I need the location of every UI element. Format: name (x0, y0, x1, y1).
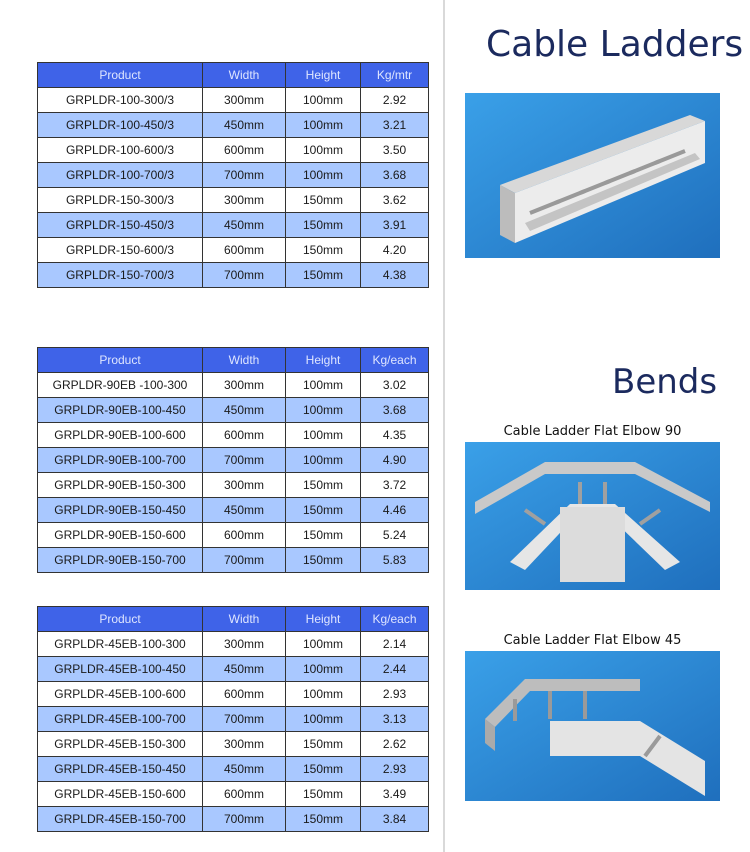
product-cell: GRPLDR-45EB-150-600 (38, 782, 203, 807)
weight-cell: 4.35 (361, 423, 429, 448)
header-weight: Kg/mtr (361, 63, 429, 88)
elbow-90-photo (465, 442, 720, 590)
weight-cell: 2.14 (361, 632, 429, 657)
width-cell: 700mm (203, 448, 286, 473)
table-row (38, 707, 429, 732)
height-cell: 100mm (286, 682, 361, 707)
table-row (38, 732, 429, 757)
product-cell: GRPLDR-90EB-150-700 (38, 548, 203, 573)
height-cell: 150mm (286, 807, 361, 832)
height-cell: 150mm (286, 732, 361, 757)
header-product: Product (38, 607, 203, 632)
table-row (38, 373, 429, 398)
weight-cell: 3.02 (361, 373, 429, 398)
height-cell: 100mm (286, 113, 361, 138)
width-cell: 450mm (203, 398, 286, 423)
table-row (38, 138, 429, 163)
width-cell: 300mm (203, 632, 286, 657)
elbow-45-caption: Cable Ladder Flat Elbow 45 (503, 633, 682, 648)
table-row (38, 188, 429, 213)
product-cell: GRPLDR-100-450/3 (38, 113, 203, 138)
table-row (38, 782, 429, 807)
width-cell: 300mm (203, 373, 286, 398)
product-cell: GRPLDR-90EB-100-450 (38, 398, 203, 423)
table-row (38, 632, 429, 657)
product-cell: GRPLDR-100-700/3 (38, 163, 203, 188)
product-cell: GRPLDR-90EB-150-300 (38, 473, 203, 498)
width-cell: 600mm (203, 138, 286, 163)
width-cell: 700mm (203, 263, 286, 288)
elbow-45-table (37, 606, 429, 832)
product-cell: GRPLDR-90EB-150-450 (38, 498, 203, 523)
width-cell: 450mm (203, 657, 286, 682)
table-row (38, 113, 429, 138)
width-cell: 450mm (203, 113, 286, 138)
cable-ladder-photo (465, 93, 720, 258)
bends-heading: Bends (612, 362, 718, 402)
height-cell: 150mm (286, 548, 361, 573)
product-cell: GRPLDR-45EB-150-300 (38, 732, 203, 757)
table-row (38, 498, 429, 523)
weight-cell: 2.62 (361, 732, 429, 757)
height-cell: 100mm (286, 163, 361, 188)
weight-cell: 3.72 (361, 473, 429, 498)
column-divider (443, 0, 445, 852)
height-cell: 150mm (286, 523, 361, 548)
weight-cell: 3.91 (361, 213, 429, 238)
weight-cell: 4.90 (361, 448, 429, 473)
weight-cell: 3.13 (361, 707, 429, 732)
height-cell: 150mm (286, 213, 361, 238)
cable-ladders-heading: Cable Ladders (486, 24, 744, 65)
weight-cell: 3.21 (361, 113, 429, 138)
product-cell: GRPLDR-150-300/3 (38, 188, 203, 213)
width-cell: 300mm (203, 473, 286, 498)
header-height: Height (286, 607, 361, 632)
width-cell: 700mm (203, 163, 286, 188)
product-cell: GRPLDR-90EB -100-300 (38, 373, 203, 398)
header-product: Product (38, 348, 203, 373)
product-cell: GRPLDR-150-700/3 (38, 263, 203, 288)
header-width: Width (203, 63, 286, 88)
product-cell: GRPLDR-90EB-100-600 (38, 423, 203, 448)
table-row (38, 238, 429, 263)
product-cell: GRPLDR-45EB-100-700 (38, 707, 203, 732)
height-cell: 100mm (286, 88, 361, 113)
table-row (38, 163, 429, 188)
weight-cell: 2.92 (361, 88, 429, 113)
height-cell: 150mm (286, 498, 361, 523)
height-cell: 150mm (286, 473, 361, 498)
weight-cell: 2.93 (361, 682, 429, 707)
height-cell: 100mm (286, 657, 361, 682)
height-cell: 150mm (286, 782, 361, 807)
height-cell: 100mm (286, 138, 361, 163)
header-height: Height (286, 63, 361, 88)
width-cell: 600mm (203, 782, 286, 807)
product-cell: GRPLDR-100-300/3 (38, 88, 203, 113)
table-row (38, 88, 429, 113)
table-row (38, 523, 429, 548)
elbow-90-table (37, 347, 429, 573)
product-cell: GRPLDR-90EB-150-600 (38, 523, 203, 548)
width-cell: 450mm (203, 213, 286, 238)
product-cell: GRPLDR-45EB-150-450 (38, 757, 203, 782)
weight-cell: 2.93 (361, 757, 429, 782)
header-width: Width (203, 607, 286, 632)
height-cell: 150mm (286, 263, 361, 288)
width-cell: 600mm (203, 682, 286, 707)
header-product: Product (38, 63, 203, 88)
table-row (38, 398, 429, 423)
width-cell: 300mm (203, 88, 286, 113)
table-row (38, 657, 429, 682)
width-cell: 600mm (203, 523, 286, 548)
elbow-90-caption: Cable Ladder Flat Elbow 90 (503, 424, 682, 439)
table-row (38, 682, 429, 707)
product-cell: GRPLDR-45EB-100-450 (38, 657, 203, 682)
product-cell: GRPLDR-45EB-150-700 (38, 807, 203, 832)
table-row (38, 263, 429, 288)
width-cell: 450mm (203, 498, 286, 523)
width-cell: 700mm (203, 548, 286, 573)
height-cell: 100mm (286, 373, 361, 398)
table-row (38, 473, 429, 498)
weight-cell: 3.49 (361, 782, 429, 807)
product-cell: GRPLDR-90EB-100-700 (38, 448, 203, 473)
height-cell: 100mm (286, 632, 361, 657)
height-cell: 100mm (286, 423, 361, 448)
header-height: Height (286, 348, 361, 373)
table-header-row (38, 63, 429, 88)
elbow-45-photo (465, 651, 720, 801)
table-row (38, 548, 429, 573)
product-cell: GRPLDR-45EB-100-300 (38, 632, 203, 657)
height-cell: 100mm (286, 398, 361, 423)
header-weight: Kg/each (361, 348, 429, 373)
header-width: Width (203, 348, 286, 373)
table-row (38, 807, 429, 832)
product-cell: GRPLDR-150-600/3 (38, 238, 203, 263)
width-cell: 600mm (203, 238, 286, 263)
weight-cell: 4.46 (361, 498, 429, 523)
table-row (38, 757, 429, 782)
table-row (38, 448, 429, 473)
weight-cell: 4.20 (361, 238, 429, 263)
width-cell: 450mm (203, 757, 286, 782)
weight-cell: 3.84 (361, 807, 429, 832)
width-cell: 300mm (203, 732, 286, 757)
table-header-row (38, 348, 429, 373)
height-cell: 150mm (286, 238, 361, 263)
table-row (38, 423, 429, 448)
header-weight: Kg/each (361, 607, 429, 632)
weight-cell: 3.62 (361, 188, 429, 213)
table-header-row (38, 607, 429, 632)
height-cell: 100mm (286, 448, 361, 473)
product-cell: GRPLDR-150-450/3 (38, 213, 203, 238)
width-cell: 600mm (203, 423, 286, 448)
width-cell: 700mm (203, 707, 286, 732)
weight-cell: 2.44 (361, 657, 429, 682)
width-cell: 700mm (203, 807, 286, 832)
product-cell: GRPLDR-45EB-100-600 (38, 682, 203, 707)
product-cell: GRPLDR-100-600/3 (38, 138, 203, 163)
weight-cell: 3.50 (361, 138, 429, 163)
width-cell: 300mm (203, 188, 286, 213)
cable-ladders-table (37, 62, 429, 288)
weight-cell: 3.68 (361, 398, 429, 423)
weight-cell: 4.38 (361, 263, 429, 288)
table-row (38, 213, 429, 238)
weight-cell: 5.24 (361, 523, 429, 548)
height-cell: 100mm (286, 707, 361, 732)
height-cell: 150mm (286, 757, 361, 782)
weight-cell: 3.68 (361, 163, 429, 188)
weight-cell: 5.83 (361, 548, 429, 573)
height-cell: 150mm (286, 188, 361, 213)
